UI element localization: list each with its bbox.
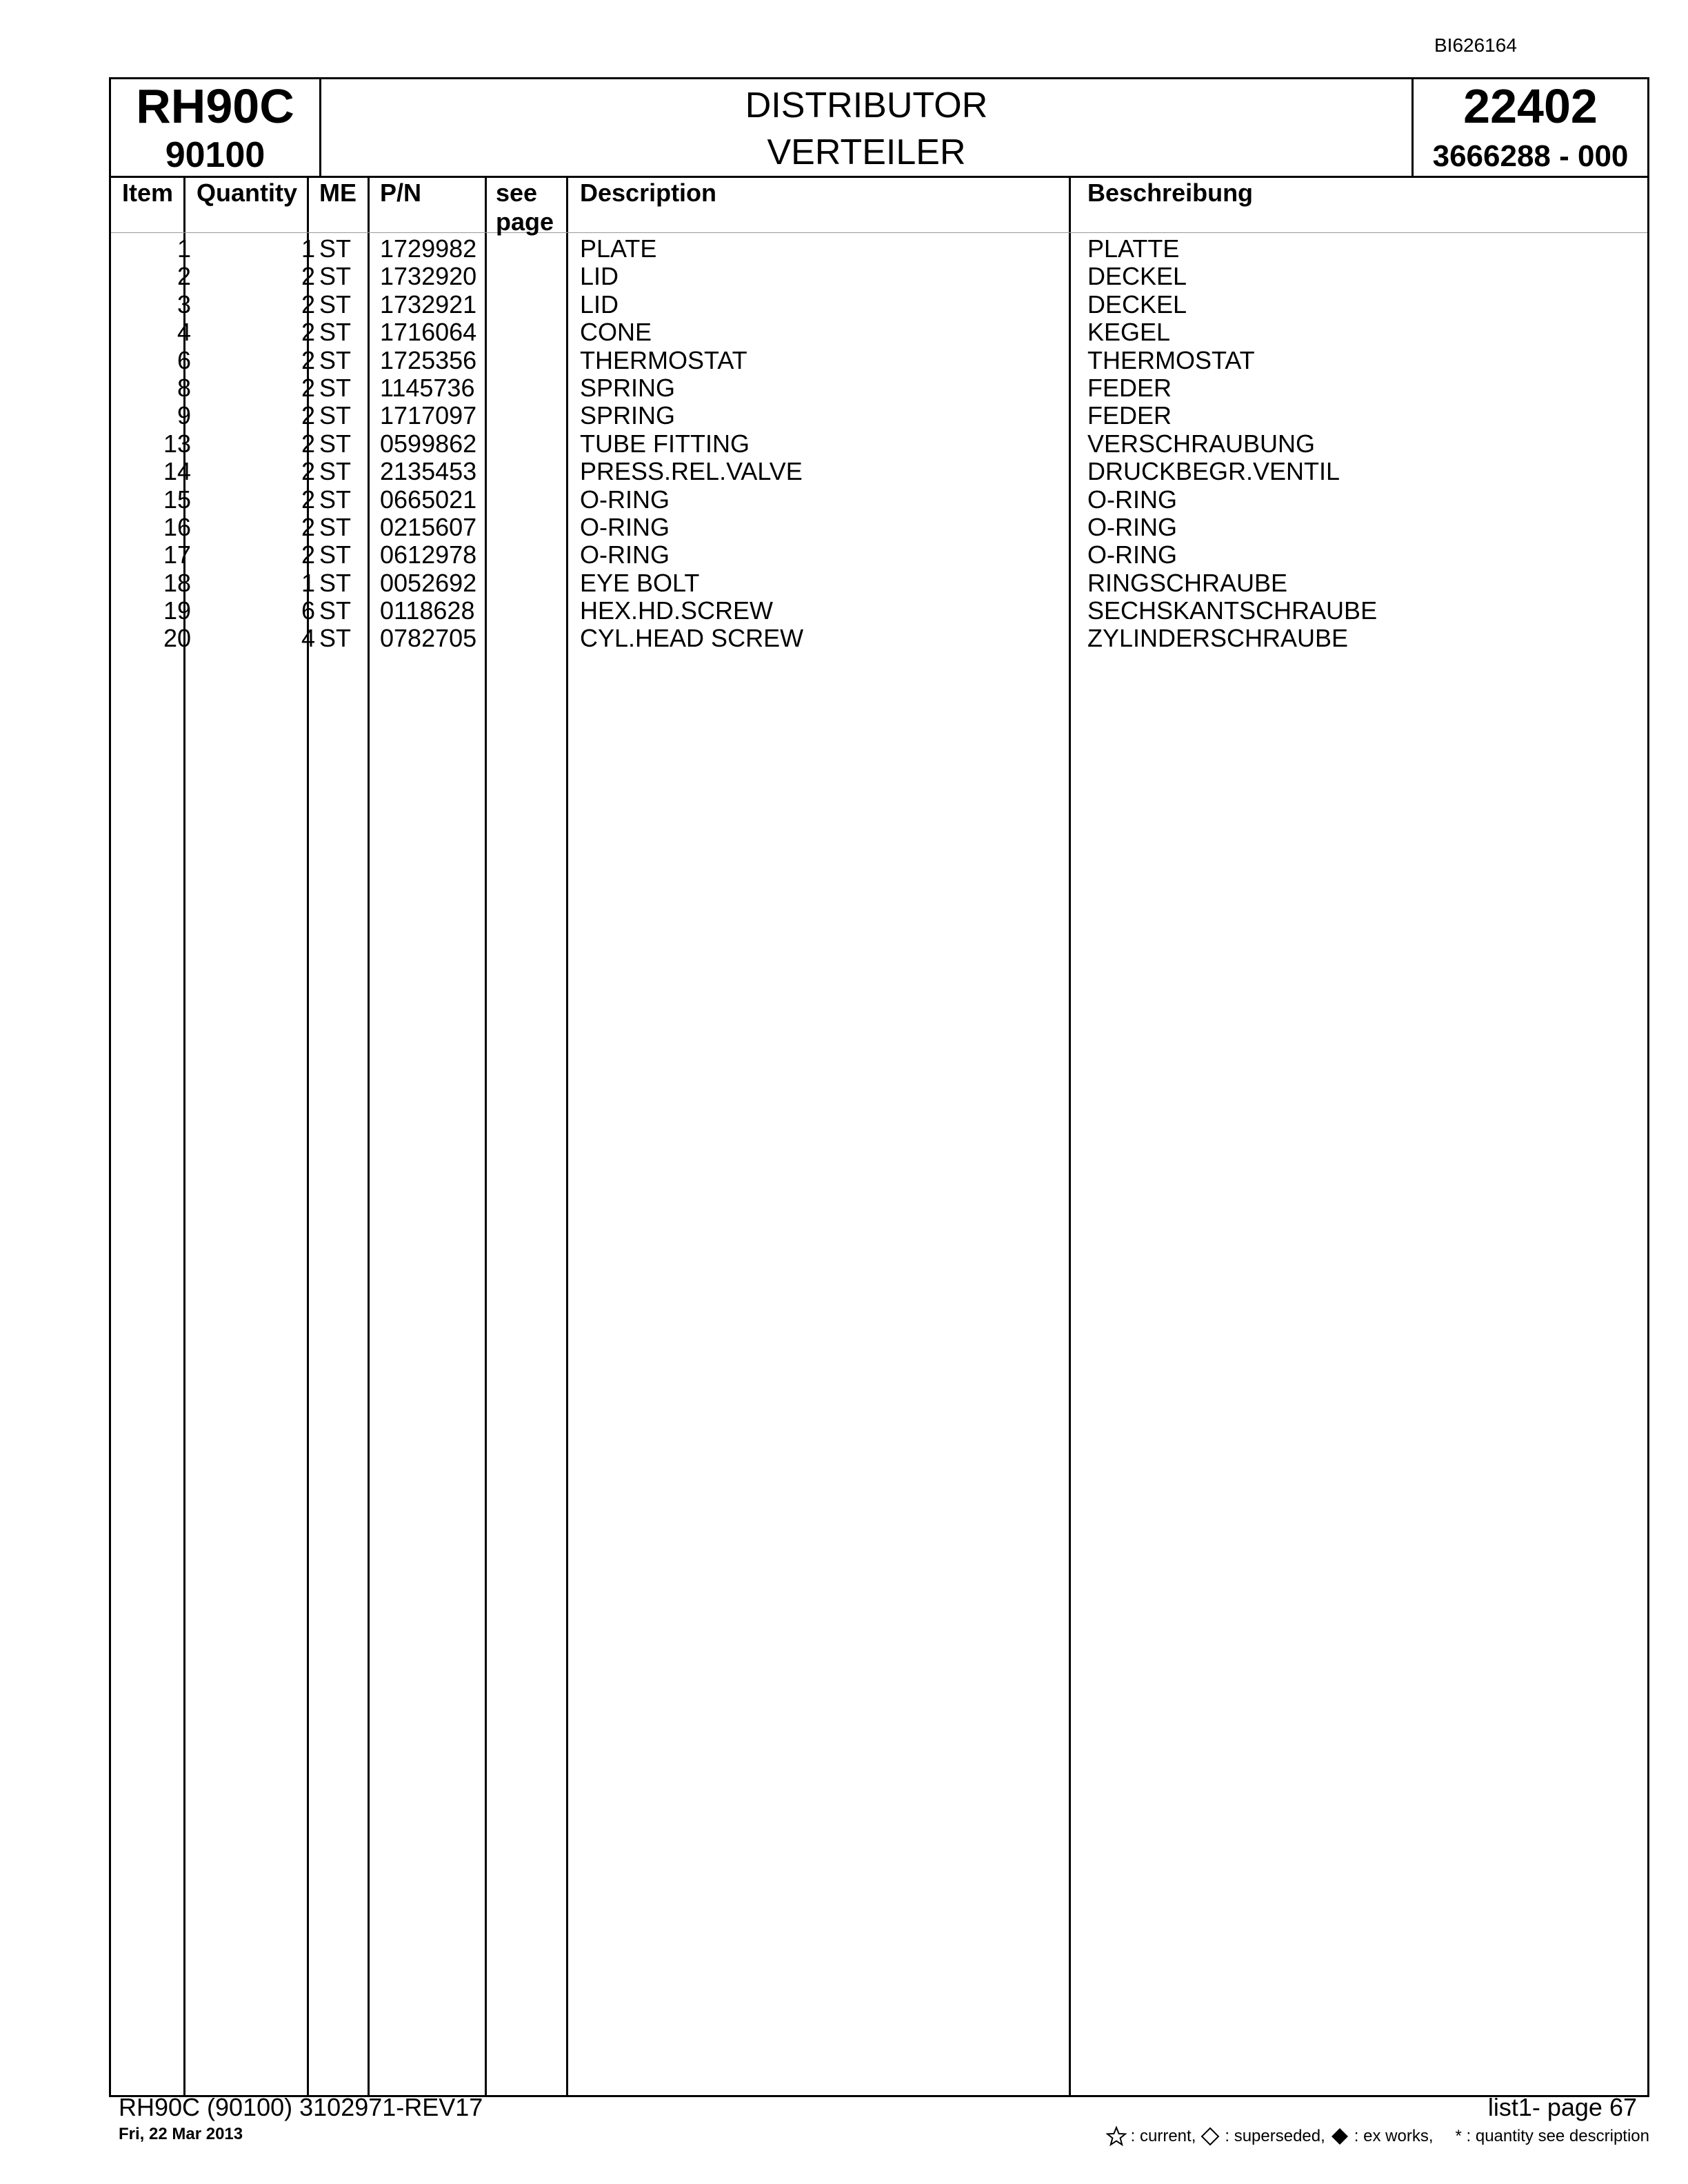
column-header-pn: P/N xyxy=(380,179,422,207)
cell-beschreibung: DECKEL xyxy=(1087,262,1187,291)
cell-description: PRESS.REL.VALVE xyxy=(580,457,803,486)
legend-ex-works-label: : ex works, xyxy=(1354,2127,1434,2145)
column-header-description: Description xyxy=(580,179,717,207)
cell-item: 3 xyxy=(177,290,191,318)
cell-me: ST xyxy=(319,401,352,430)
cell-pn: 0118628 xyxy=(380,596,475,625)
document-id: BI626164 xyxy=(1434,34,1517,56)
cell-me: ST xyxy=(319,318,352,347)
cell-me: ST xyxy=(319,234,352,263)
column-header-divider xyxy=(111,232,1647,233)
cell-pn: 1725356 xyxy=(380,345,477,374)
cell-description: HEX.HD.SCREW xyxy=(580,596,774,625)
footer-page-number: list1- page 67 xyxy=(1487,2093,1637,2121)
header-model-box xyxy=(111,79,321,176)
cell-pn: 0599862 xyxy=(380,429,477,458)
cell-me: ST xyxy=(319,262,352,291)
table-row xyxy=(111,486,1647,514)
cell-description: CYL.HEAD SCREW xyxy=(580,624,804,653)
cell-beschreibung: PLATTE xyxy=(1087,234,1180,263)
cell-description: CONE xyxy=(580,318,652,347)
legend-quantity-label: * : quantity see description xyxy=(1455,2127,1649,2145)
parts-list-frame xyxy=(109,77,1649,2097)
cell-me: ST xyxy=(319,373,352,402)
cell-me: ST xyxy=(319,624,352,653)
cell-description: O-RING xyxy=(580,485,670,514)
table-row xyxy=(111,402,1647,429)
cell-beschreibung: O-RING xyxy=(1087,485,1177,514)
cell-me: ST xyxy=(319,457,352,486)
parts-table-body xyxy=(111,235,1647,653)
cell-item: 8 xyxy=(177,373,191,402)
cell-item: 1 xyxy=(177,234,191,263)
cell-item: 6 xyxy=(177,345,191,374)
cell-beschreibung: VERSCHRAUBUNG xyxy=(1087,429,1316,458)
column-header-page: page xyxy=(496,208,554,236)
page-title: DISTRIBUTOR xyxy=(745,85,988,125)
table-row xyxy=(111,541,1647,569)
cell-me: ST xyxy=(319,540,352,569)
cell-item: 14 xyxy=(163,457,191,486)
diamond-filled-icon xyxy=(1329,2126,1350,2147)
cell-beschreibung: RINGSCHRAUBE xyxy=(1087,568,1288,597)
cell-description: O-RING xyxy=(580,540,670,569)
footer-document-title: RH90C (90100) 3102971-REV17 xyxy=(119,2093,483,2121)
cell-pn: 1716064 xyxy=(380,318,477,347)
footer-date: Fri, 22 Mar 2013 xyxy=(119,2125,243,2143)
table-row xyxy=(111,597,1647,625)
cell-description: SPRING xyxy=(580,401,676,430)
cell-item: 13 xyxy=(163,429,191,458)
cell-beschreibung: THERMOSTAT xyxy=(1087,345,1255,374)
cell-item: 2 xyxy=(177,262,191,291)
cell-quantity: 2 xyxy=(301,540,315,569)
cell-pn: 0665021 xyxy=(380,485,477,514)
cell-pn: 0612978 xyxy=(380,540,477,569)
table-row xyxy=(111,291,1647,318)
cell-quantity: 2 xyxy=(301,262,315,291)
cell-beschreibung: O-RING xyxy=(1087,512,1177,541)
cell-beschreibung: FEDER xyxy=(1087,373,1172,402)
cell-beschreibung: KEGEL xyxy=(1087,318,1171,347)
column-header-me: ME xyxy=(319,179,356,207)
diamond-outline-icon xyxy=(1200,2126,1220,2147)
cell-item: 17 xyxy=(163,540,191,569)
table-row xyxy=(111,374,1647,402)
cell-description: O-RING xyxy=(580,512,670,541)
cell-item: 16 xyxy=(163,512,191,541)
cell-quantity: 2 xyxy=(301,457,315,486)
table-row xyxy=(111,235,1647,263)
cell-description: LID xyxy=(580,290,619,318)
cell-pn: 0052692 xyxy=(380,568,477,597)
table-row xyxy=(111,514,1647,541)
cell-quantity: 1 xyxy=(301,568,315,597)
cell-beschreibung: DRUCKBEGR.VENTIL xyxy=(1087,457,1340,486)
cell-item: 9 xyxy=(177,401,191,430)
assembly-part-number: 3666288 - 000 xyxy=(1432,139,1629,173)
column-header-beschreibung: Beschreibung xyxy=(1087,179,1254,207)
cell-item: 4 xyxy=(177,318,191,347)
cell-item: 15 xyxy=(163,485,191,514)
footer-legend xyxy=(1106,2126,1649,2147)
header-group-box xyxy=(1414,79,1647,176)
group-number: 22402 xyxy=(1463,79,1598,133)
header-divider xyxy=(111,176,1647,178)
cell-description: SPRING xyxy=(580,373,676,402)
table-row xyxy=(111,263,1647,290)
cell-description: PLATE xyxy=(580,234,657,263)
cell-description: TUBE FITTING xyxy=(580,429,750,458)
cell-me: ST xyxy=(319,512,352,541)
cell-quantity: 2 xyxy=(301,345,315,374)
table-row xyxy=(111,458,1647,485)
table-row xyxy=(111,318,1647,346)
cell-pn: 1145736 xyxy=(380,373,475,402)
cell-me: ST xyxy=(319,568,352,597)
cell-quantity: 2 xyxy=(301,485,315,514)
cell-quantity: 2 xyxy=(301,318,315,347)
cell-beschreibung: FEDER xyxy=(1087,401,1172,430)
model-name: RH90C xyxy=(136,79,294,133)
cell-item: 20 xyxy=(163,624,191,653)
cell-quantity: 1 xyxy=(301,234,315,263)
cell-pn: 0215607 xyxy=(380,512,477,541)
page-subtitle: VERTEILER xyxy=(767,132,966,172)
cell-description: EYE BOLT xyxy=(580,568,700,597)
cell-pn: 0782705 xyxy=(380,624,477,653)
cell-quantity: 2 xyxy=(301,401,315,430)
cell-pn: 1729982 xyxy=(380,234,477,263)
cell-quantity: 2 xyxy=(301,429,315,458)
table-row xyxy=(111,625,1647,652)
cell-quantity: 2 xyxy=(301,512,315,541)
cell-pn: 1732920 xyxy=(380,262,477,291)
cell-beschreibung: SECHSKANTSCHRAUBE xyxy=(1087,596,1378,625)
cell-pn: 2135453 xyxy=(380,457,477,486)
cell-beschreibung: ZYLINDERSCHRAUBE xyxy=(1087,624,1349,653)
column-header-item: Item xyxy=(122,179,174,207)
cell-item: 18 xyxy=(163,568,191,597)
legend-current-label: : current, xyxy=(1130,2127,1196,2145)
cell-me: ST xyxy=(319,485,352,514)
column-header-quantity: Quantity xyxy=(197,179,298,207)
cell-beschreibung: O-RING xyxy=(1087,540,1177,569)
table-row xyxy=(111,430,1647,458)
column-header-see: see xyxy=(496,179,538,207)
cell-me: ST xyxy=(319,429,352,458)
cell-item: 19 xyxy=(163,596,191,625)
cell-pn: 1717097 xyxy=(380,401,477,430)
star-outline-icon xyxy=(1106,2126,1127,2147)
cell-pn: 1732921 xyxy=(380,290,477,318)
cell-quantity: 4 xyxy=(301,624,315,653)
cell-me: ST xyxy=(319,290,352,318)
cell-description: LID xyxy=(580,262,619,291)
cell-me: ST xyxy=(319,345,352,374)
cell-beschreibung: DECKEL xyxy=(1087,290,1187,318)
legend-superseded-label: : superseded, xyxy=(1225,2127,1325,2145)
cell-description: THERMOSTAT xyxy=(580,345,747,374)
model-serial: 90100 xyxy=(165,135,265,175)
cell-quantity: 2 xyxy=(301,373,315,402)
cell-me: ST xyxy=(319,596,352,625)
table-row xyxy=(111,347,1647,374)
cell-quantity: 2 xyxy=(301,290,315,318)
cell-quantity: 6 xyxy=(301,596,315,625)
column-header-see-page xyxy=(496,179,554,236)
header-title-box xyxy=(321,79,1414,176)
table-row xyxy=(111,569,1647,597)
